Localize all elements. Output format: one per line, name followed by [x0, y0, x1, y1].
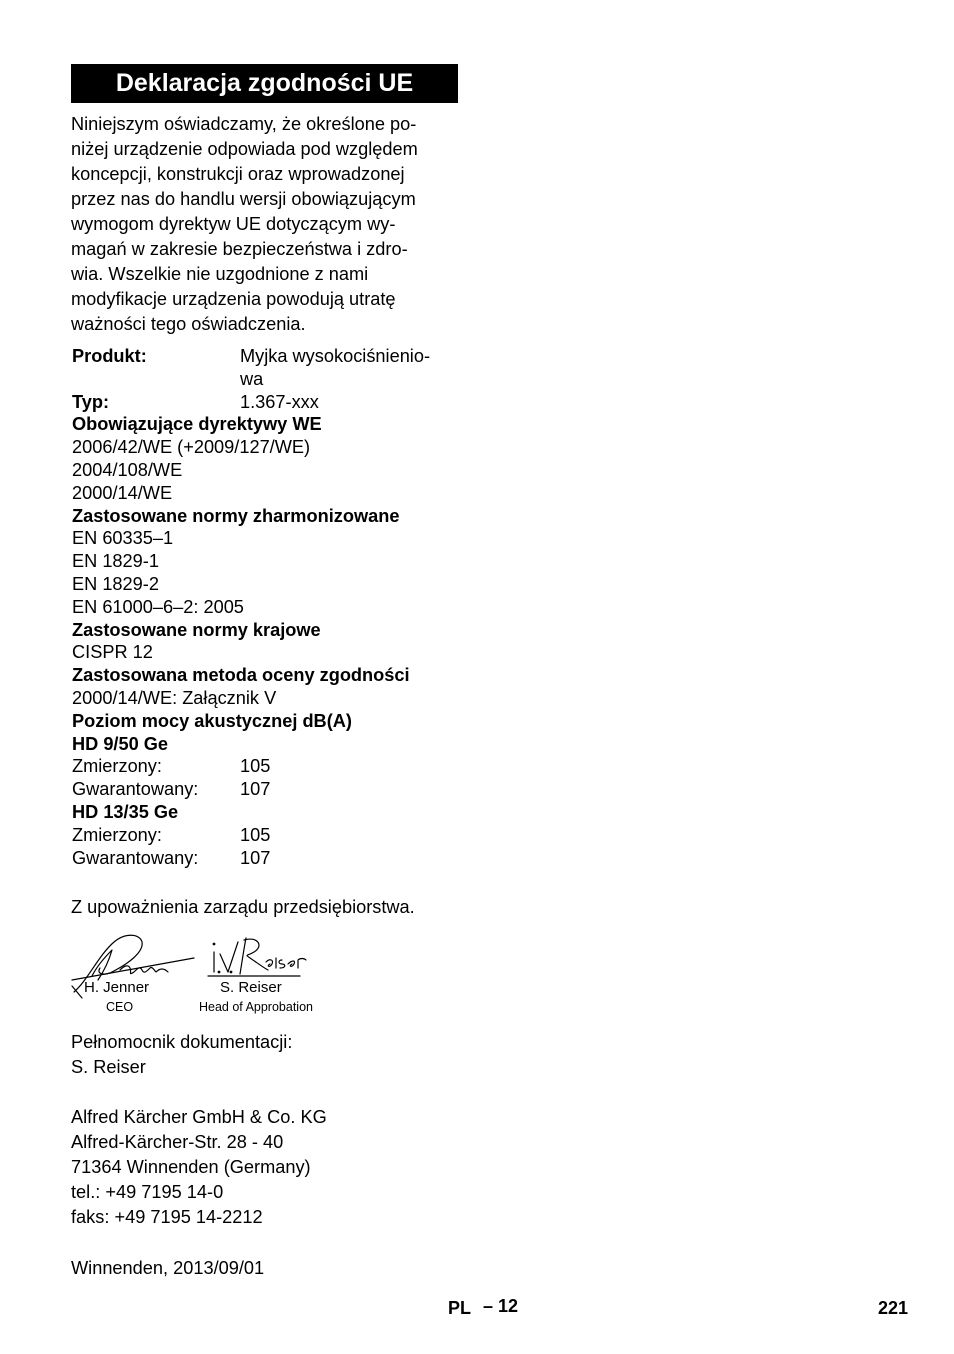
intro-line: wia. Wszelkie nie uzgodnione z nami	[71, 264, 369, 284]
guaranteed-value: 107	[240, 779, 271, 800]
specification-block	[72, 345, 462, 869]
company-address	[71, 1105, 327, 1230]
page-number: 221	[878, 1298, 909, 1318]
product-value-continued: wa	[240, 368, 264, 389]
type-label: Typ:	[72, 391, 110, 412]
measured-label: Zmierzony:	[72, 756, 162, 777]
guaranteed-value: 107	[240, 847, 271, 868]
intro-line: ważności tego oświadczenia.	[71, 314, 306, 334]
directives-heading: Obowiązujące dyrektywy WE	[72, 414, 322, 435]
sound-heading: Poziom mocy akustycznej dB(A)	[72, 710, 352, 731]
intro-line: wymogom dyrektyw UE dotyczącym wy-	[71, 214, 396, 234]
type-value: 1.367-xxx	[240, 391, 319, 412]
model-name: HD 13/35 Ge	[72, 801, 179, 822]
national-item: CISPR 12	[72, 642, 153, 663]
guaranteed-row	[72, 847, 462, 870]
guaranteed-label: Gwarantowany:	[72, 779, 199, 800]
measured-row	[72, 755, 462, 778]
harmonized-item: EN 1829-2	[72, 573, 159, 594]
company-line: Alfred Kärcher GmbH & Co. KG	[71, 1107, 327, 1127]
authorization-statement: Z upoważnienia zarządu przedsiębiorstwa.	[71, 897, 415, 917]
product-row	[72, 345, 462, 368]
company-line: faks: +49 7195 14-2212	[71, 1207, 263, 1227]
measured-value: 105	[240, 756, 271, 777]
signature-name-jenner: H. Jenner	[84, 979, 150, 996]
documentation-block	[71, 1030, 292, 1080]
place-date	[71, 1256, 264, 1281]
conformity-item: 2000/14/WE: Załącznik V	[72, 687, 277, 708]
national-heading: Zastosowane normy krajowe	[72, 619, 321, 640]
measured-label: Zmierzony:	[72, 824, 162, 845]
product-value: Myjka wysokociśnienio-	[240, 346, 431, 366]
company-line: tel.: +49 7195 14-0	[71, 1182, 224, 1202]
harmonized-item: EN 61000–6–2: 2005	[72, 596, 244, 617]
intro-line: magań w zakresie bezpieczeństwa i zdro-	[71, 239, 408, 259]
footer-section-number: – 12	[483, 1296, 519, 1316]
company-line: 71364 Winnenden (Germany)	[71, 1157, 311, 1177]
conformity-heading: Zastosowana metoda oceny zgodności	[72, 665, 410, 686]
harmonized-heading: Zastosowane normy zharmonizowane	[72, 505, 400, 526]
page-title: Deklaracja zgodności UE	[71, 64, 458, 103]
documentation-label: Pełnomocnik dokumentacji:	[71, 1032, 293, 1052]
product-row-continued	[72, 368, 462, 391]
company-line: Alfred-Kärcher-Str. 28 - 40	[71, 1132, 284, 1152]
product-label: Produkt:	[72, 346, 147, 366]
guaranteed-label: Gwarantowany:	[72, 847, 199, 868]
footer-language: PL	[448, 1298, 472, 1318]
signature-role-reiser: Head of Approbation	[199, 1000, 313, 1014]
intro-paragraph	[71, 112, 463, 337]
documentation-name: S. Reiser	[71, 1057, 146, 1077]
signature-name-reiser: S. Reiser	[220, 979, 282, 996]
signature-area	[68, 928, 338, 1018]
place-date-text: Winnenden, 2013/09/01	[71, 1258, 265, 1278]
type-row	[72, 391, 462, 414]
intro-line: modyfikacje urządzenia powodują utratę	[71, 289, 396, 309]
intro-line: koncepcji, konstrukcji oraz wprowadzonej	[71, 164, 405, 184]
harmonized-item: EN 1829-1	[72, 551, 159, 572]
directive-item: 2000/14/WE	[72, 482, 173, 503]
signature-role-jenner: CEO	[106, 1000, 134, 1014]
intro-line: niżej urządzenie odpowiada pod względem	[71, 139, 418, 159]
harmonized-item: EN 60335–1	[72, 528, 174, 549]
intro-line: przez nas do handlu wersji obowiązującym	[71, 189, 416, 209]
model-name: HD 9/50 Ge	[72, 733, 169, 754]
guaranteed-row	[72, 778, 462, 801]
intro-line: Niniejszym oświadczamy, że określone po-	[71, 114, 417, 134]
measured-row	[72, 824, 462, 847]
directive-item: 2004/108/WE	[72, 459, 183, 480]
measured-value: 105	[240, 824, 271, 845]
directive-item: 2006/42/WE (+2009/127/WE)	[72, 437, 311, 458]
